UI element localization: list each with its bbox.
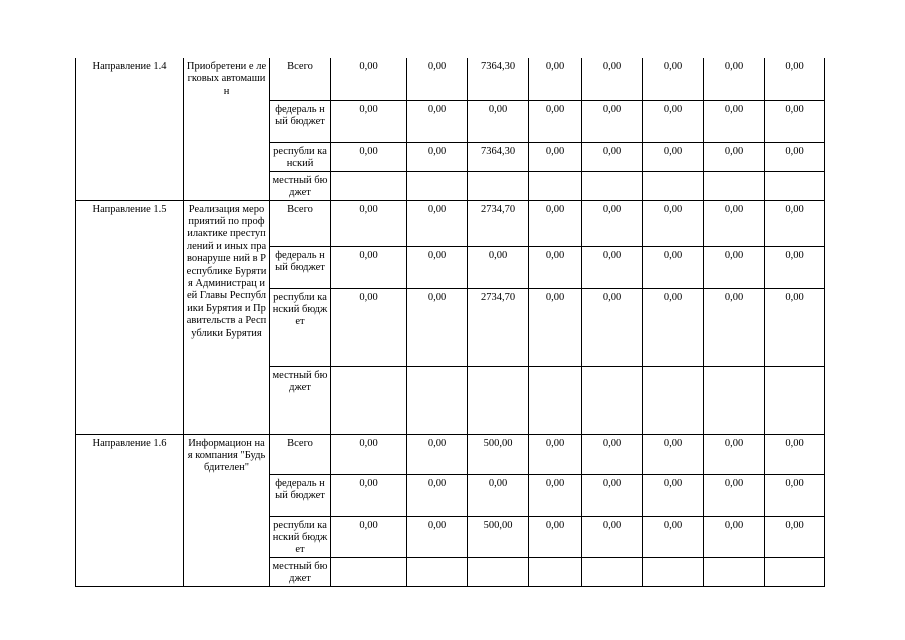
value-cell: [582, 557, 643, 586]
event-name-cell: Приобретени е легковых автомашин: [184, 58, 270, 200]
value-cell: 0,00: [704, 246, 765, 288]
value-cell: [765, 171, 825, 200]
value-cell: 0,00: [765, 474, 825, 516]
value-cell: 0,00: [468, 100, 529, 142]
value-cell: 0,00: [765, 516, 825, 557]
value-cell: 0,00: [407, 474, 468, 516]
value-cell: 0,00: [529, 434, 582, 474]
value-cell: 0,00: [765, 200, 825, 246]
funding-source-cell: местный бюджет: [270, 171, 331, 200]
funding-source-cell: местный бюджет: [270, 557, 331, 586]
value-cell: 0,00: [643, 474, 704, 516]
value-cell: 0,00: [704, 434, 765, 474]
event-name-cell: Реализация мероприятий по профилактике преступлений и иных правонаруше ний в Республике Бурятия Администрац ией Главы Республики Бурятия и Правительств а Республики Бурятия: [184, 200, 270, 434]
funding-source-cell: Всего: [270, 200, 331, 246]
value-cell: [529, 171, 582, 200]
value-cell: 0,00: [529, 142, 582, 171]
value-cell: 0,00: [643, 516, 704, 557]
value-cell: [704, 171, 765, 200]
value-cell: 0,00: [643, 288, 704, 366]
event-name-cell: Информацион ная компания "Будь бдителен": [184, 434, 270, 586]
value-cell: 0,00: [407, 434, 468, 474]
value-cell: 0,00: [582, 288, 643, 366]
value-cell: 0,00: [582, 246, 643, 288]
value-cell: 0,00: [582, 58, 643, 100]
value-cell: 0,00: [331, 142, 407, 171]
value-cell: 0,00: [331, 474, 407, 516]
value-cell: [468, 557, 529, 586]
value-cell: 7364,30: [468, 58, 529, 100]
value-cell: [331, 366, 407, 434]
direction-cell: Направление 1.6: [76, 434, 184, 586]
value-cell: 2734,70: [468, 288, 529, 366]
value-cell: 0,00: [529, 200, 582, 246]
value-cell: 0,00: [582, 474, 643, 516]
funding-source-cell: Всего: [270, 434, 331, 474]
value-cell: [407, 366, 468, 434]
financing-table-body: [76, 58, 825, 586]
value-cell: 0,00: [407, 200, 468, 246]
value-cell: 0,00: [331, 58, 407, 100]
value-cell: [643, 557, 704, 586]
value-cell: 0,00: [407, 142, 468, 171]
financing-table: [75, 58, 825, 587]
value-cell: 0,00: [529, 474, 582, 516]
value-cell: [468, 171, 529, 200]
value-cell: 0,00: [582, 100, 643, 142]
value-cell: 0,00: [468, 474, 529, 516]
funding-source-cell: местный бюджет: [270, 366, 331, 434]
value-cell: 0,00: [704, 200, 765, 246]
value-cell: [643, 366, 704, 434]
table-row: [76, 200, 825, 246]
value-cell: 0,00: [765, 434, 825, 474]
value-cell: [407, 557, 468, 586]
value-cell: 0,00: [582, 200, 643, 246]
value-cell: [407, 171, 468, 200]
value-cell: [704, 557, 765, 586]
value-cell: [765, 366, 825, 434]
funding-source-cell: республи канский: [270, 142, 331, 171]
value-cell: 0,00: [704, 58, 765, 100]
value-cell: 0,00: [331, 434, 407, 474]
value-cell: [331, 171, 407, 200]
value-cell: 500,00: [468, 434, 529, 474]
direction-cell: Направление 1.5: [76, 200, 184, 434]
value-cell: [331, 557, 407, 586]
value-cell: 0,00: [704, 142, 765, 171]
value-cell: 0,00: [529, 516, 582, 557]
value-cell: 0,00: [529, 100, 582, 142]
value-cell: [704, 366, 765, 434]
value-cell: 7364,30: [468, 142, 529, 171]
value-cell: 0,00: [529, 58, 582, 100]
value-cell: 0,00: [765, 58, 825, 100]
value-cell: 0,00: [643, 246, 704, 288]
direction-cell: Направление 1.4: [76, 58, 184, 200]
funding-source-cell: республи канский бюджет: [270, 288, 331, 366]
value-cell: 0,00: [765, 246, 825, 288]
value-cell: 0,00: [331, 516, 407, 557]
value-cell: [765, 557, 825, 586]
table-row: [76, 58, 825, 100]
value-cell: 0,00: [331, 100, 407, 142]
value-cell: 0,00: [643, 58, 704, 100]
value-cell: 0,00: [704, 288, 765, 366]
value-cell: 0,00: [331, 288, 407, 366]
value-cell: [582, 171, 643, 200]
value-cell: 0,00: [529, 288, 582, 366]
value-cell: 0,00: [407, 246, 468, 288]
value-cell: 0,00: [704, 474, 765, 516]
value-cell: [529, 366, 582, 434]
value-cell: 0,00: [331, 200, 407, 246]
value-cell: 0,00: [582, 516, 643, 557]
value-cell: 0,00: [704, 516, 765, 557]
financing-table-container: [75, 58, 824, 587]
funding-source-cell: Всего: [270, 58, 331, 100]
value-cell: 0,00: [468, 246, 529, 288]
value-cell: 0,00: [407, 100, 468, 142]
funding-source-cell: федераль ный бюджет: [270, 246, 331, 288]
value-cell: 500,00: [468, 516, 529, 557]
value-cell: 0,00: [704, 100, 765, 142]
funding-source-cell: республи канский бюджет: [270, 516, 331, 557]
value-cell: 0,00: [582, 434, 643, 474]
funding-source-cell: федераль ный бюджет: [270, 474, 331, 516]
value-cell: 0,00: [765, 288, 825, 366]
value-cell: [643, 171, 704, 200]
value-cell: 0,00: [407, 516, 468, 557]
value-cell: 0,00: [582, 142, 643, 171]
value-cell: 0,00: [643, 142, 704, 171]
value-cell: 0,00: [407, 288, 468, 366]
value-cell: 0,00: [643, 100, 704, 142]
value-cell: [582, 366, 643, 434]
value-cell: 0,00: [643, 434, 704, 474]
value-cell: 0,00: [407, 58, 468, 100]
value-cell: 0,00: [765, 100, 825, 142]
value-cell: 2734,70: [468, 200, 529, 246]
funding-source-cell: федераль ный бюджет: [270, 100, 331, 142]
value-cell: 0,00: [331, 246, 407, 288]
value-cell: 0,00: [643, 200, 704, 246]
table-row: [76, 434, 825, 474]
value-cell: 0,00: [765, 142, 825, 171]
value-cell: [529, 557, 582, 586]
value-cell: 0,00: [529, 246, 582, 288]
value-cell: [468, 366, 529, 434]
